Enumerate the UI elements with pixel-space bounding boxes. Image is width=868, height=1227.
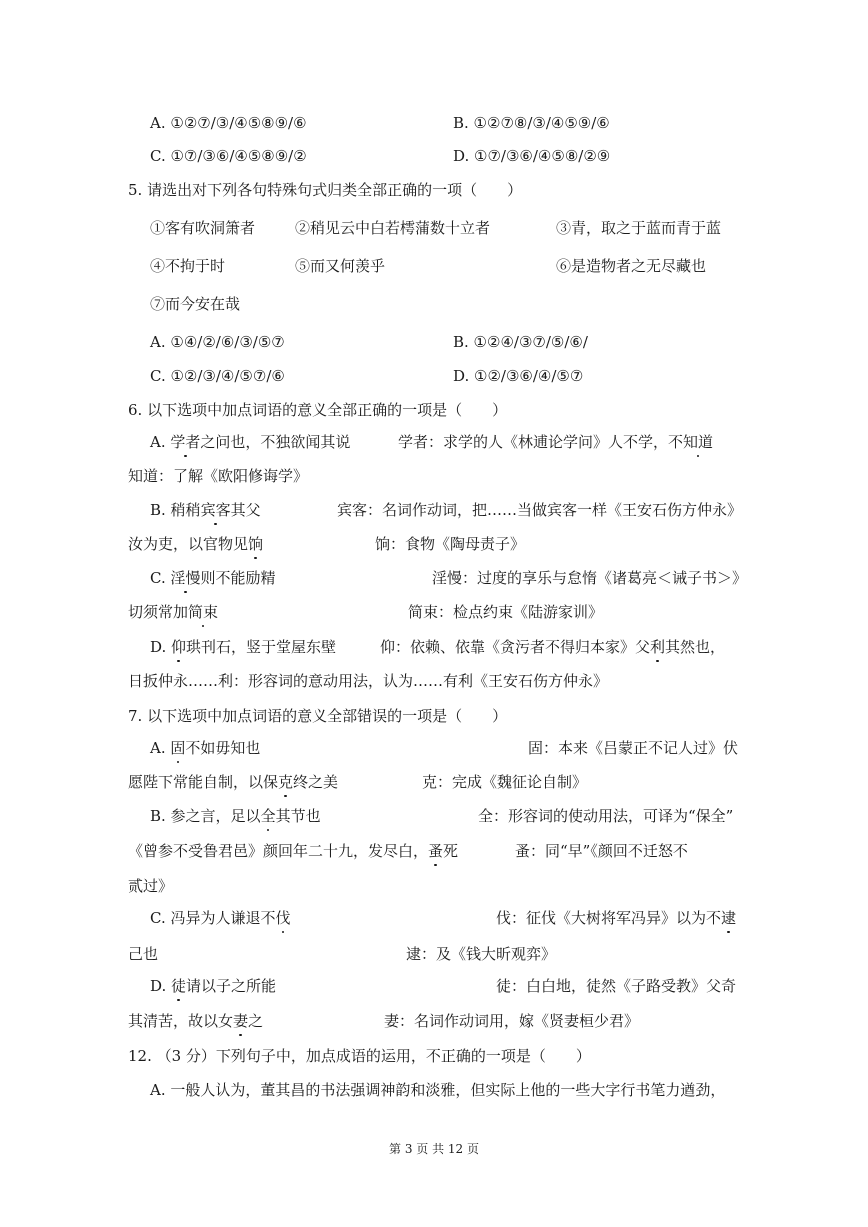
q12-option-a: A. 一般人认为，董其昌的书法强调神韵和淡雅，但实际上他的一些大字行书笔力遒劲，	[150, 1081, 726, 1099]
text: 不如毋知也	[185, 739, 261, 757]
q7-d-gloss: 徒：白白地，徒然《子路受教》父奇	[496, 977, 737, 995]
text: B. 稍稍	[150, 501, 201, 519]
q7-b-sentence-2	[128, 841, 458, 861]
text: 其父	[230, 501, 261, 519]
text: 仰：依赖、依靠《贪污者不得归本家》父	[380, 638, 651, 656]
text: 之	[248, 1012, 264, 1030]
dotted-word: 宾客	[200, 501, 231, 519]
dotted-word: 妻	[233, 1012, 249, 1030]
text: 其节也	[275, 807, 321, 825]
text: 愿陛下常能自制，以保	[128, 773, 279, 791]
q4-option-c: C. ①⑦/③⑥/④⑤⑧⑨/②	[150, 147, 307, 165]
dotted-word: 逮	[721, 909, 737, 927]
q6-d-sentence	[150, 637, 336, 657]
q7-d-sentence-2	[128, 1011, 263, 1031]
q5-item-7: ⑦而今安在哉	[150, 295, 241, 313]
q7-a-sentence	[150, 738, 260, 758]
q5-item-4: ④不拘于时	[150, 257, 226, 275]
dotted-word: 徒	[171, 977, 187, 995]
dotted-word: 全	[260, 807, 276, 825]
q5-item-3: ③青，取之于蓝而青于蓝	[556, 219, 722, 237]
text: 切须常加	[128, 603, 189, 621]
dotted-word: 仰	[171, 638, 187, 656]
q4-option-a: A. ①②⑦/③/④⑤⑧⑨/⑥	[150, 114, 307, 132]
text: 则不能励精	[200, 569, 276, 587]
dotted-word: 淫慢	[170, 569, 201, 587]
dotted-word: 简束	[188, 603, 219, 621]
dotted-word: 蚤	[428, 842, 444, 860]
q7-a-gloss-2: 克：完成《魏征论自制》	[422, 773, 588, 791]
q7-c-sentence	[150, 908, 291, 928]
dotted-word: 克	[278, 773, 294, 791]
text: 请以子之所能	[186, 977, 277, 995]
text: C. 冯异为人谦退不	[150, 909, 276, 927]
text: 珙刊石，竖于堂屋东壁	[186, 638, 337, 656]
text: 死	[443, 842, 459, 860]
dotted-word: 固	[170, 739, 186, 757]
page-footer: 第 3 页 共 12 页	[389, 1142, 479, 1156]
text: 伐：征伐《大树将军冯异》以为不	[496, 909, 722, 927]
q6-c-gloss-2: 简束：检点约束《陆游家训》	[408, 603, 604, 621]
q6-stem: 6. 以下选项中加点词语的意义全部正确的一项是（ ）	[128, 401, 508, 419]
q7-stem: 7. 以下选项中加点词语的意义全部错误的一项是（ ）	[128, 707, 508, 725]
q5-option-c: C. ①②/③/④/⑤⑦/⑥	[150, 367, 285, 385]
q5-option-a: A. ①④/②/⑥/③/⑤⑦	[150, 333, 285, 351]
q4-option-d: D. ①⑦/③⑥/④⑤⑧/②⑨	[453, 147, 611, 165]
q7-a-sentence-2	[128, 772, 338, 792]
q4-option-b: B. ①②⑦⑧/③/④⑤⑨/⑥	[453, 114, 610, 132]
q7-c-gloss	[496, 908, 736, 928]
q7-c-sentence-2: 己也	[128, 945, 159, 963]
q5-option-d: D. ①②/③⑥/④/⑤⑦	[453, 367, 584, 385]
q6-c-sentence	[150, 568, 276, 588]
q6-d-gloss-2: 日扳仲永……利：形容词的意动用法，认为……有利《王安石伤方仲永》	[128, 672, 609, 690]
q7-b-gloss-2: 蚤：同“早”《颜回不迁怒不	[515, 842, 688, 860]
q7-d-gloss-2: 妻：名词作动词用，嫁《贤妻桓少君》	[384, 1012, 640, 1030]
q7-d-sentence	[150, 976, 276, 996]
q6-b-gloss-2: 饷：食物《陶母责子》	[375, 535, 526, 553]
q5-stem: 5. 请选出对下列各句特殊句式归类全部正确的一项（ ）	[128, 181, 523, 199]
text: 终之美	[293, 773, 339, 791]
text: D.	[150, 638, 172, 656]
q5-item-1: ①客有吹洞箫者	[150, 219, 256, 237]
q6-a-gloss	[398, 432, 713, 452]
text: 学者：求学的人《林逋论学问》人不学，不	[398, 433, 684, 451]
dotted-word: 饷	[248, 535, 264, 553]
text: 《曾参不受鲁君邑》颜回年二十九，发尽白，	[128, 842, 429, 860]
q12-stem: 12. （3 分）下列句子中，加点成语的运用，不正确的一项是（ ）	[128, 1047, 591, 1065]
q7-b-gloss-3: 贰过》	[128, 877, 174, 895]
q5-option-b: B. ①②④/③⑦/⑤/⑥/	[453, 333, 588, 351]
q6-a-gloss-2: 知道：了解《欧阳修诲学》	[128, 467, 309, 485]
text: 其然也，	[665, 638, 726, 656]
q5-item-6: ⑥是造物者之无尽藏也	[556, 257, 707, 275]
q6-d-gloss	[380, 637, 725, 657]
q6-b-sentence-2	[128, 534, 263, 554]
q6-c-sentence-2	[128, 602, 218, 622]
dotted-word: 伐	[275, 909, 291, 927]
text: 之问也，不独欲闻其说	[200, 433, 351, 451]
text: A.	[150, 433, 171, 451]
q7-b-sentence	[150, 806, 321, 826]
q6-a-sentence	[150, 432, 350, 452]
q7-c-gloss-2: 逮：及《钱大昕观弈》	[406, 945, 557, 963]
q7-b-gloss: 全：形容词的使动用法，可译为“保全”	[478, 807, 734, 825]
text: B. 参之言，足以	[150, 807, 261, 825]
text: 汝为吏，以官物见	[128, 535, 249, 553]
q6-b-sentence	[150, 500, 261, 520]
dotted-word: 学者	[170, 433, 201, 451]
text: 其清苦，故以女	[128, 1012, 234, 1030]
q5-item-2: ②稍见云中白若樗蒲数十立者	[295, 219, 491, 237]
text: D.	[150, 977, 172, 995]
dotted-word: 知道	[683, 433, 714, 451]
q6-c-gloss: 淫慢：过度的享乐与怠惰《诸葛亮＜诫子书＞》	[432, 569, 748, 587]
text: A.	[150, 739, 171, 757]
q5-item-5: ⑤而又何羡乎	[295, 257, 386, 275]
q6-b-gloss: 宾客：名词作动词，把……当做宾客一样《王安石伤方仲永》	[337, 501, 743, 519]
dotted-word: 利	[650, 638, 666, 656]
text: C.	[150, 569, 171, 587]
q7-a-gloss: 固：本来《吕蒙正不记人过》伏	[528, 739, 739, 757]
